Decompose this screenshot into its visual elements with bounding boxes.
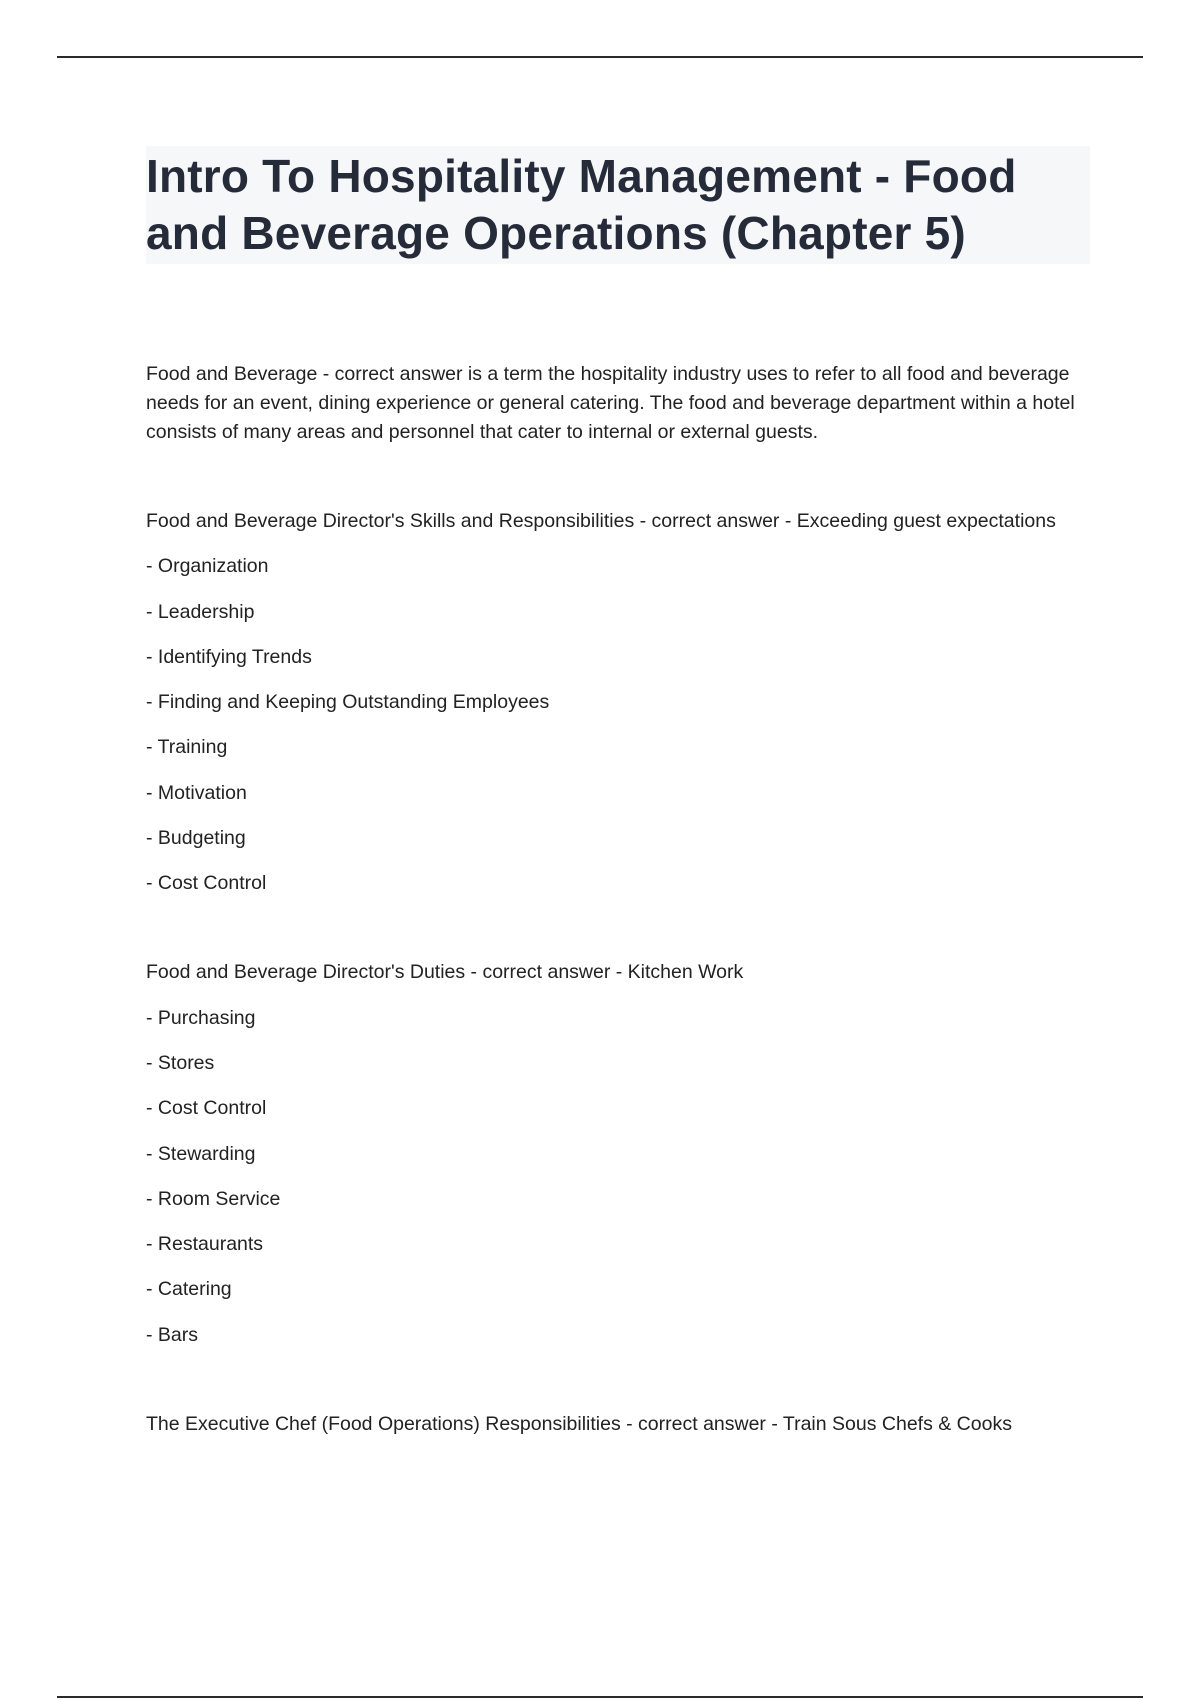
entry-director-duties xyxy=(146,958,1090,1349)
list-item: - Cost Control xyxy=(146,1094,1090,1123)
document-body xyxy=(146,146,1090,1439)
director-skills-list xyxy=(146,552,1090,898)
entry-executive-chef-heading: The Executive Chef (Food Operations) Responsibilities - correct answer - Train Sous Chefs & Cooks xyxy=(146,1412,1012,1435)
list-item: - Stewarding xyxy=(146,1140,1090,1169)
list-item: - Catering xyxy=(146,1275,1090,1304)
document-title: Intro To Hospitality Management - Food and Beverage Operations (Chapter 5) xyxy=(146,150,1017,259)
list-item: - Training xyxy=(146,733,1090,762)
list-item: - Purchasing xyxy=(146,1004,1090,1033)
list-item: - Identifying Trends xyxy=(146,643,1090,672)
list-item: - Cost Control xyxy=(146,869,1090,898)
director-duties-list xyxy=(146,1004,1090,1350)
entry-executive-chef xyxy=(146,1410,1090,1439)
list-item: - Leadership xyxy=(146,598,1090,627)
list-item: - Room Service xyxy=(146,1185,1090,1214)
bottom-rule xyxy=(57,1696,1143,1698)
list-item: - Restaurants xyxy=(146,1230,1090,1259)
entry-food-and-beverage: Food and Beverage - correct answer is a term the hospitality industry uses to refer to all food and beverage needs for an event, dining experience or general catering. The food and beverage department within a hotel consists of many areas and personnel that cater to internal or external guests. xyxy=(146,363,1075,443)
list-item: - Budgeting xyxy=(146,824,1090,853)
entry-director-skills-heading: Food and Beverage Director's Skills and Responsibilities - correct answer - Exceeding guest expectations xyxy=(146,510,1056,532)
list-item: - Motivation xyxy=(146,779,1090,808)
list-item: - Stores xyxy=(146,1049,1090,1078)
list-item: - Finding and Keeping Outstanding Employees xyxy=(146,688,1090,717)
top-rule xyxy=(57,56,1143,58)
entry-director-duties-heading: Food and Beverage Director's Duties - correct answer - Kitchen Work xyxy=(146,961,744,984)
list-item: - Bars xyxy=(146,1321,1090,1350)
title-banner xyxy=(146,146,1090,264)
list-item: - Organization xyxy=(146,552,1090,581)
entry-director-skills xyxy=(146,507,1090,898)
